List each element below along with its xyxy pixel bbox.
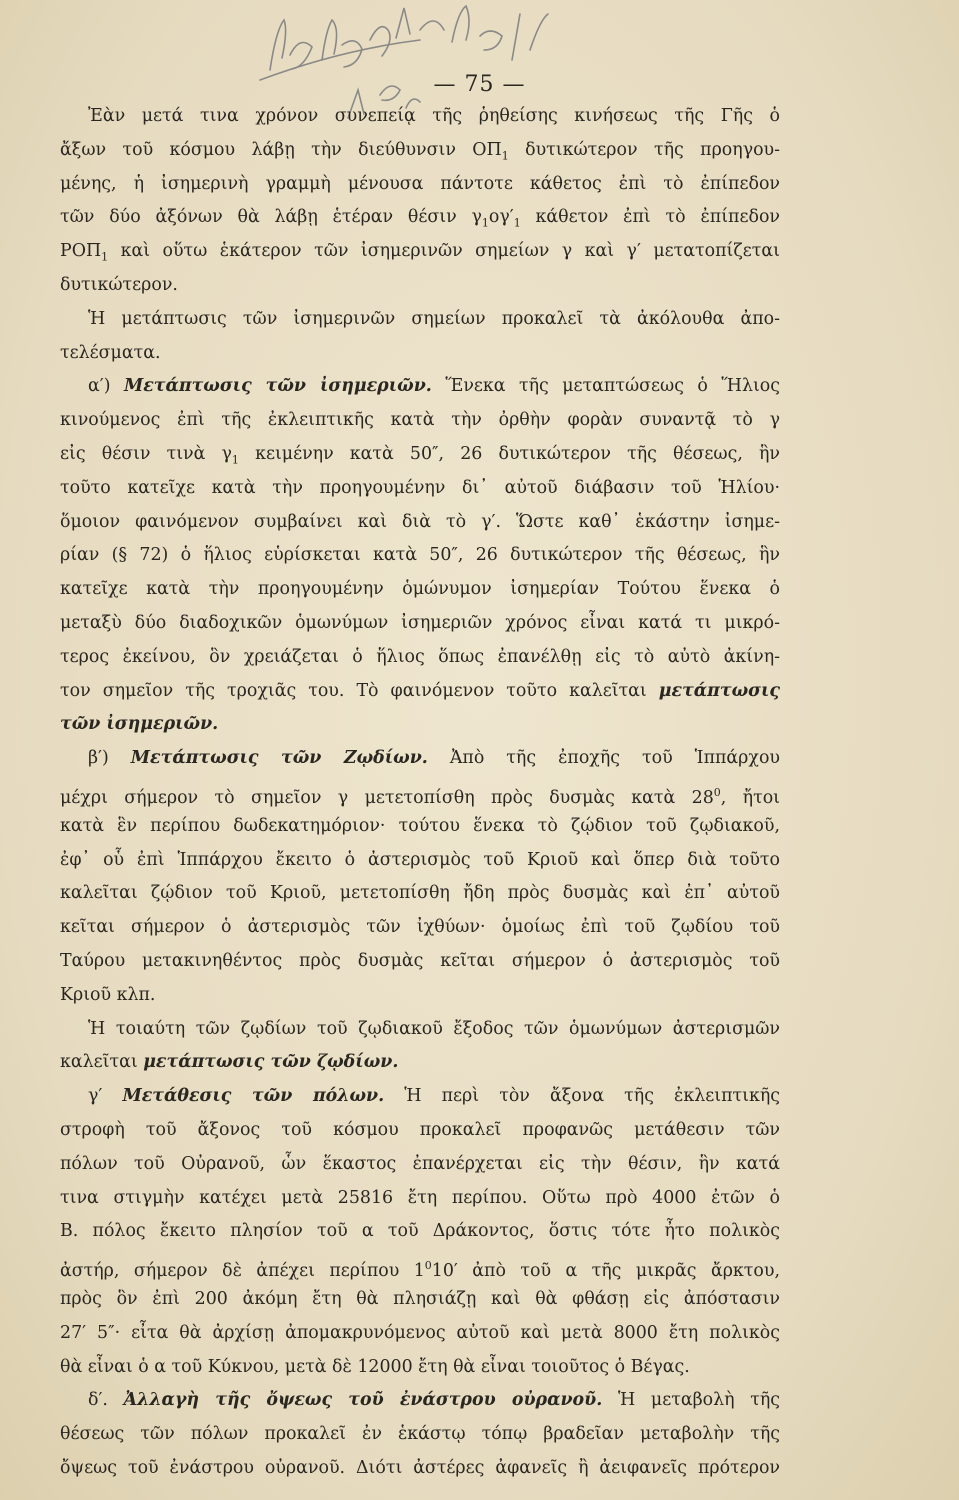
text-line [60,1452,780,1485]
text-span: κεῖται σήμερον ὁ ἀστερισμὸς τῶν ἰχθύων· ὁμοίως ἐπὶ τοῦ ζῳδίου τοῦ [60,917,780,938]
text-line [60,1215,780,1248]
text-span: , ἤτοι [720,787,780,808]
text-line [60,877,780,910]
text-span: θὰ εἶναι ὁ α τοῦ Κύκνου, μετὰ δὲ 12000 ἔτη θὰ εἶναι τοιοῦτος ὁ Βέγας. [60,1356,690,1377]
text-span: τελέσματα. [60,342,161,363]
text-span: β′) [88,748,131,769]
text-span: μένης, ἡ ἰσημερινὴ γραμμὴ μένουσα πάντοτε κάθετος ἐπὶ τὸ ἐπίπεδον [60,173,780,194]
text-span: γ′ [88,1086,123,1107]
text-line [60,945,780,978]
text-span: δ′. [88,1390,124,1411]
text-span: ογ′ [488,207,514,228]
text-span: ΡΟΠ [60,241,102,262]
text-line [60,1418,780,1451]
text-span: εἰς θέσιν τινὰ γ [60,444,232,464]
text-line [60,1114,780,1147]
text-span: τινα στιγμὴν κατέχει μετὰ 25816 ἔτη περίπου. Οὕτω πρὸ 4000 ἐτῶν ὁ [60,1187,780,1208]
text-span: ἀστήρ, σήμερον δὲ ἀπέχει περίπου 1 [60,1260,425,1281]
text-span: Ἐὰν μετά τινα χρόνον συνεπείᾳ τῆς ῥηθείσης κινήσεως τῆς Γῆς ὁ [88,106,780,126]
text-span: καὶ οὕτω ἑκάτερον τῶν ἰσημερινῶν σημείων γ καὶ γ′ μετατοπίζεται [108,241,780,262]
text-span: 1 [101,250,109,264]
text-line [60,1182,780,1215]
text-span: πόλων τοῦ Οὐρανοῦ, ὧν ἕκαστος ἐπανέρχεται εἰς τὴν θέσιν, ἣν κατά [60,1153,780,1174]
text-line [60,506,780,539]
text-line [60,269,780,302]
text-span: 0 [713,786,721,799]
text-span: Κριοῦ κλπ. [60,984,156,1005]
text-line [60,776,780,809]
text-span: 1 [481,216,489,230]
text-span: 10′ ἀπὸ τοῦ α τῆς μικρᾶς ἄρκτου, [431,1260,780,1281]
text-span: Ταύρου μετακινηθέντος πρὸς δυσμὰς κεῖται σήμερον ὁ ἀστερισμὸς τοῦ [60,951,780,971]
text-line [60,168,780,201]
text-span: 1 [501,149,509,163]
text-span: Β. πόλος ἔκειτο πλησίον τοῦ α τοῦ Δράκοντος, ὅστις τότε ἦτο πολικὸς [60,1221,780,1242]
text-line [60,201,780,234]
text-line [88,303,780,336]
text-span: καλεῖται ζῴδιον τοῦ Κριοῦ, μετετοπίσθη ἤδη πρὸς δυσμὰς καὶ ἐπ᾽ αὐτοῦ [60,883,780,904]
text-span: ἐφ᾽ οὗ ἐπὶ Ἱππάρχου ἔκειτο ὁ ἀστερισμὸς τοῦ Κριοῦ καὶ ὅπερ διὰ τοῦτο [60,849,780,870]
text-span: Ἡ περὶ τὸν ἄξονα τῆς ἐκλειπτικῆς [384,1086,781,1107]
text-line [60,1046,780,1079]
bold-heading: μετάπτωσις [658,680,780,701]
text-span: τερος ἐκείνου, ὃν χρειάζεται ὁ ἥλιος ὅπως ἐπανέλθῃ εἰς τὸ αὐτὸ ἀκίνη- [60,646,780,667]
bold-heading: Μετάπτωσις τῶν Ζῳδίων. [130,748,428,769]
text-line [60,708,780,741]
text-line [60,573,780,606]
text-line [60,1249,780,1282]
text-line [60,404,780,437]
text-line [60,472,780,505]
text-line [60,539,780,572]
text-span: κειμένην κατὰ 50″, 26 δυτικώτερον τῆς θέσεως, ἣν [238,444,780,464]
text-span: στροφὴ τοῦ ἄξονος τοῦ κόσμου προκαλεῖ προφανῶς μετάθεσιν τῶν [60,1120,780,1140]
text-span: πρὸς ὃν ἐπὶ 200 ἀκόμη ἔτη θὰ πλησιάζῃ καὶ θὰ φθάσῃ εἰς ἀπόστασιν [60,1289,780,1309]
text-span: ρίαν (§ 72) ὁ ἥλιος εὑρίσκεται κατὰ 50″, 26 δυτικώτερον τῆς θέσεως, ἣν [60,545,780,566]
text-line [60,1351,780,1384]
text-span: μέχρι σήμερον τὸ σημεῖον γ μετετοπίσθη πρὸς δυσμὰς κατὰ 28 [60,787,714,808]
text-span: δυτικώτερον. [60,275,178,295]
text-span: τον σημεῖον τῆς τροχιᾶς του. Τὸ φαινόμενον τοῦτο καλεῖται [60,680,659,701]
text-line [60,810,780,843]
text-span: 0 [424,1259,432,1273]
bold-heading: Ἀλλαγὴ τῆς ὄψεως τοῦ ἐνάστρου οὐρανοῦ. [123,1390,603,1411]
text-line [60,641,780,674]
text-line [60,1317,780,1350]
text-span: 1 [231,453,239,467]
text-span: τοῦτο κατεῖχε κατὰ τὴν προηγουμένην δι᾽ αὐτοῦ διάβασιν τοῦ Ἡλίου· [60,477,780,498]
text-span: 27′ 5″· εἶτα θὰ ἀρχίσῃ ἀπομακρυνόμενος αὐτοῦ καὶ μετὰ 8000 ἔτη πολικὸς [60,1322,780,1343]
text-line [60,134,780,167]
text-span: ὄψεως τοῦ ἐνάστρου οὐρανοῦ. Διότι ἀστέρες ἀφανεῖς ἢ ἀειφανεῖς πρότερον [60,1458,780,1478]
text-span: θέσεως τῶν πόλων προκαλεῖ ἐν ἑκάστῳ τόπῳ βραδεῖαν μεταβολὴν τῆς [60,1424,780,1445]
text-span: τῶν δύο ἀξόνων θὰ λάβῃ ἑτέραν θέσιν γ [60,207,482,228]
text-line [60,844,780,877]
text-span: Ἡ μεταβολὴ τῆς [602,1390,780,1411]
text-line [60,235,780,268]
text-span: μεταξὺ δύο διαδοχικῶν ὁμωνύμων ἰσημεριῶν χρόνος εἶναι κατά τι μικρό- [60,613,780,633]
text-line [60,438,780,471]
text-span: δυτικώτερον τῆς προηγου- [508,139,780,160]
text-line [88,1384,780,1417]
text-line [88,370,780,403]
text-span: κατὰ ἓν περίπου δωδεκατημόριον· τούτου ἕνεκα τὸ ζῴδιον τοῦ ζῳδιακοῦ, [60,815,780,836]
text-line [60,1148,780,1181]
text-span: 1 [513,216,521,230]
text-span: Ἡ τοιαύτη τῶν ζῳδίων τοῦ ζῳδιακοῦ ἔξοδος τῶν ὁμωνύμων ἀστερισμῶν [88,1018,780,1039]
text-span: Ἕνεκα τῆς μεταπτώσεως ὁ Ἥλιος [431,376,780,397]
text-line [60,1283,780,1316]
text-span: ὅμοιον φαινόμενον συμβαίνει καὶ διὰ τὸ γ′. Ὥστε καθ᾽ ἑκάστην ἰσημε- [60,511,780,532]
text-span: Ἡ μετάπτωσις τῶν ἰσημερινῶν σημείων προκαλεῖ τὰ ἀκόλουθα ἀπο- [88,308,780,329]
bold-heading: Μετάθεσις τῶν πόλων. [122,1086,385,1107]
text-line [88,100,780,133]
text-line [88,1080,780,1113]
text-line [60,607,780,640]
text-line [88,1013,780,1046]
bold-heading: τῶν ἰσημεριῶν. [60,714,219,735]
text-line [60,911,780,944]
bold-heading: Μετάπτωσις τῶν ἰσημεριῶν. [123,376,432,397]
text-span: κατεῖχε κατὰ τὴν προηγουμένην ὁμώνυμον ἰσημερίαν Τούτου ἕνεκα ὁ [60,579,780,600]
text-line [60,675,780,708]
text-line [88,742,780,775]
text-span: Ἀπὸ τῆς ἐποχῆς τοῦ Ἱππάρχου [427,748,780,769]
page-number: — 75 — [433,72,526,97]
text-span: ἄξων τοῦ κόσμου λάβῃ τὴν διεύθυνσιν ΟΠ [60,139,502,160]
text-span: κινούμενος ἐπὶ τῆς ἐκλειπτικῆς κατὰ τὴν ὀρθὴν φορὰν συναντᾷ τὸ γ [60,410,780,431]
text-line [60,979,780,1012]
text-span: κάθετον ἐπὶ τὸ ἐπίπεδον [520,207,780,228]
text-line [60,337,780,370]
bold-heading: μετάπτωσις τῶν ζῳδίων. [143,1052,399,1073]
text-span: α′) [88,376,124,397]
text-span: καλεῖται [60,1052,144,1073]
